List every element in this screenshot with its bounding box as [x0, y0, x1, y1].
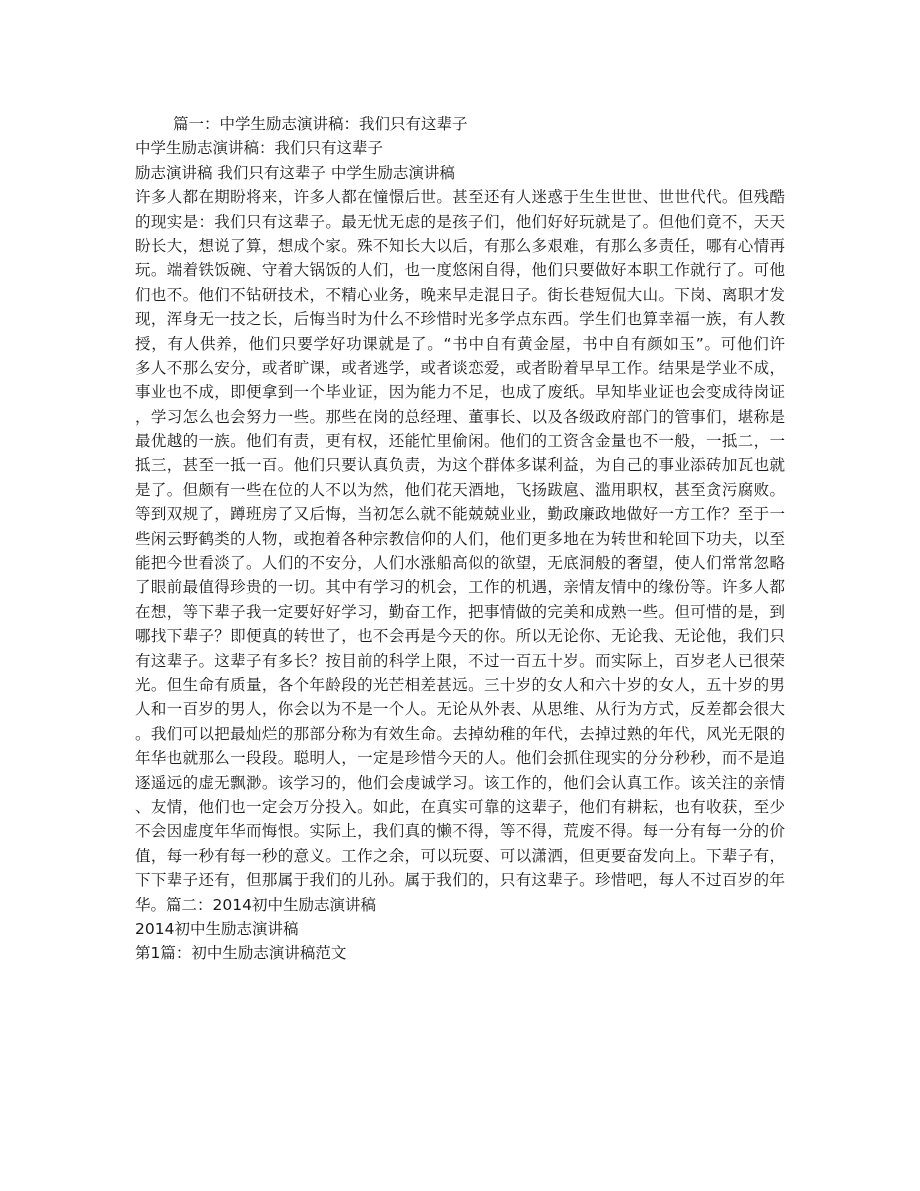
text-line: ，学习怎么也会努力一些。那些在岗的总经理、董事长、以及各级政府部门的管事们，堪称是	[135, 407, 785, 426]
text-line: 哪找下辈子？即便真的转世了，也不会再是今天的你。所以无论你、无论我、无论他，我们只	[135, 627, 785, 646]
text-line: 是了。但颇有一些在位的人不以为然，他们花天酒地，飞扬跋扈、滥用职权，甚至贪污腐败。	[135, 480, 785, 499]
article-title: 中学生励志演讲稿：我们只有这辈子	[135, 139, 384, 158]
text-line: 现，浑身无一技之长，后悔当时为什么不珍惜时光多学点东西。学生们也算幸福一族，有人教	[135, 310, 785, 329]
text-line: 、友情，他们也一定会万分投入。如此，在真实可靠的这辈子，他们有耕耘，也有收获，至少	[135, 797, 785, 816]
text-line: 事业也不成，即便拿到一个毕业证，因为能力不足，也成了废纸。早知毕业证也会变成待岗证	[135, 383, 785, 402]
article-text	[135, 185, 785, 892]
text-line: 。我们可以把最灿烂的那部分称为有效生命。去掉幼稚的年代，去掉过熟的年代，风光无限的	[135, 724, 785, 743]
chapter-title: 第1篇：初中生励志演讲稿范文	[135, 944, 347, 963]
text-line: 些闲云野鹤类的人物，或抱着各种宗教信仰的人们，他们更多地在为转世和轮回下功夫，以至	[135, 529, 785, 548]
text-line: 等到双规了，蹲班房了又后悔，当初怎么就不能兢兢业业，勤政廉政地做好一方工作？至于一	[135, 505, 785, 524]
text-line: 的现实是：我们只有这辈子。最无忧无虑的是孩子们，他们好好玩就是了。但他们竟不，天天	[135, 212, 785, 231]
text-line: 授，有人供养，他们只要学好功课就是了。“书中自有黄金屋，书中自有颜如玉”。可他们许	[135, 334, 785, 353]
text-line: 不会因虚度年华而悔恨。实际上，我们真的懒不得，等不得，荒废不得。每一分有每一分的价	[135, 822, 785, 841]
text-line: 有这辈子。这辈子有多长？按目前的科学上限，不过一百五十岁。而实际上，百岁老人已很荣	[135, 651, 785, 670]
text-line: 逐遥远的虚无飘渺。该学习的，他们会虔诚学习。该工作的，他们会认真工作。该关注的亲情	[135, 773, 785, 792]
text-line: 下下辈子还有，但那属于我们的儿孙。属于我们的，只有这辈子。珍惜吧，每人不过百岁的年	[135, 871, 785, 890]
text-line: 在想，等下辈子我一定要好好学习，勤奋工作，把事情做的完美和成熟一些。但可惜的是，到	[135, 602, 785, 621]
text-line: 抵三，甚至一抵一百。他们只要认真负责，为这个群体多谋利益，为自己的事业添砖加瓦也就	[135, 456, 785, 475]
section-heading-2: 华。篇二：2014初中生励志演讲稿	[135, 895, 376, 914]
document-body	[135, 112, 785, 966]
text-line: 年华也就那么一段段。聪明人，一定是珍惜今天的人。他们会抓住现实的分分秒秒，而不是追	[135, 749, 785, 768]
text-line: 人和一百岁的男人，你会以为不是一个人。无论从外表、从思维、从行为方式，反差都会很大	[135, 700, 785, 719]
text-line: 能把今世看淡了。人们的不安分，人们水涨船高似的欲望，无底洞般的奢望，使人们常常忽略	[135, 554, 785, 573]
text-line: 值，每一秒有每一秒的意义。工作之余，可以玩耍、可以潇洒，但更要奋发向上。下辈子有，	[135, 846, 785, 865]
text-line: 了眼前最值得珍贵的一切。其中有学习的机会，工作的机遇，亲情友情中的缘份等。许多人都	[135, 578, 785, 597]
section-heading: 篇一：中学生励志演讲稿：我们只有这辈子	[173, 115, 468, 133]
keywords-line: 励志演讲稿 我们只有这辈子 中学生励志演讲稿	[135, 163, 455, 182]
text-line: 多人不那么安分，或者旷课，或者逃学，或者谈恋爱，或者盼着早早工作。结果是学业不成，	[135, 358, 785, 377]
text-line: 玩。端着铁饭碗、守着大锅饭的人们，也一度悠闲自得，他们只要做好本职工作就行了。可他	[135, 261, 785, 280]
text-line: 光。但生命有质量，各个年龄段的光芒相差甚远。三十岁的女人和六十岁的女人，五十岁的男	[135, 675, 785, 694]
article-title-2: 2014初中生励志演讲稿	[135, 919, 299, 938]
text-line: 们也不。他们不钻研技术，不精心业务，晚来早走混日子。街长巷短侃大山。下岗、离职才发	[135, 285, 785, 304]
text-line: 最优越的一族。他们有责，更有权，还能忙里偷闲。他们的工资含金量也不一般，一抵二，一	[135, 432, 785, 451]
text-line: 许多人都在期盼将来，许多人都在憧憬后世。甚至还有人迷惑于生生世世、世世代代。但残酷	[135, 188, 785, 207]
text-line: 盼长大，想说了算，想成个家。殊不知长大以后，有那么多艰难，有那么多责任，哪有心情再	[135, 236, 785, 255]
